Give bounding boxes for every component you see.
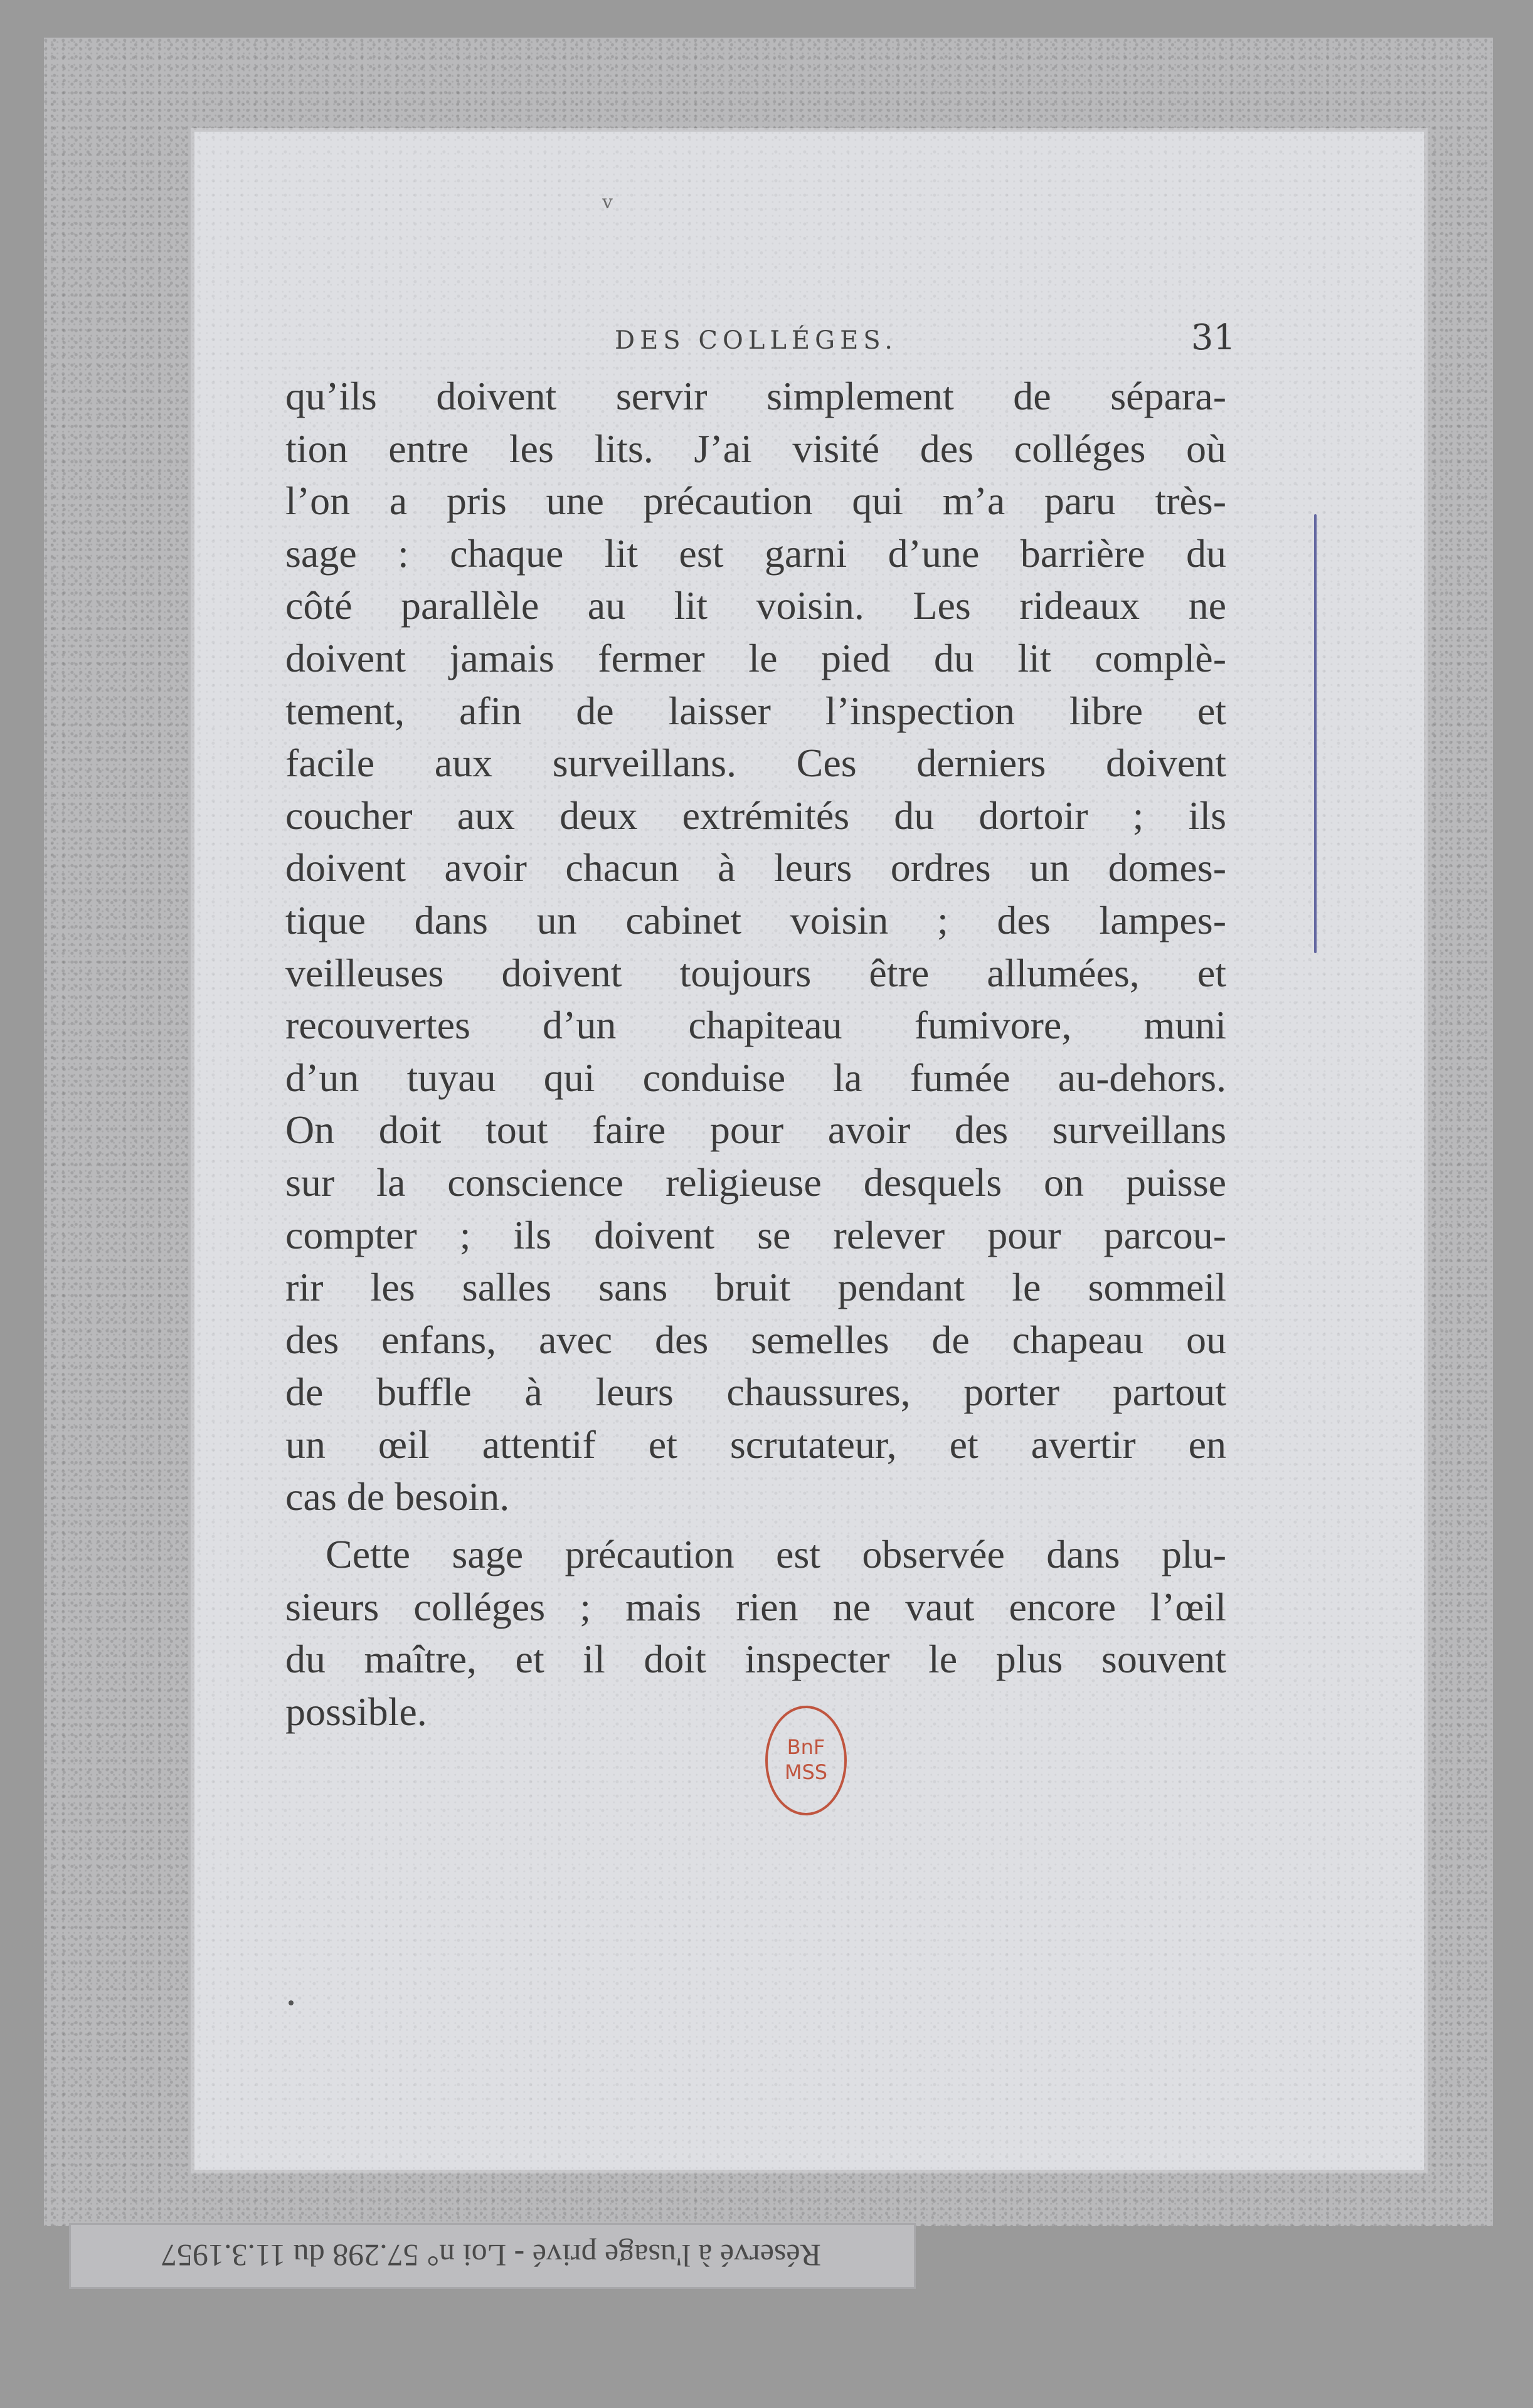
text-line: rir les salles sans bruit pendant le sommeil <box>285 1265 1226 1310</box>
reserved-use-label <box>69 2223 916 2289</box>
text-line: du maître, et il doit inspecter le plus souvent <box>285 1637 1226 1682</box>
ink-speck <box>289 2000 294 2005</box>
paragraph-gap <box>285 1523 1226 1528</box>
text-line: tement, afin de laisser l’inspection libre et <box>285 688 1226 733</box>
text-line: qu’ils doivent servir simplement de sépara- <box>285 374 1226 418</box>
text-line: veilleuses doivent toujours être allumées, et <box>285 950 1226 995</box>
text-line: compter ; ils doivent se relever pour parcou- <box>285 1212 1226 1257</box>
text-line: Cette sage précaution est observée dans plu- <box>326 1532 1226 1577</box>
text-line: des enfans, avec des semelles de chapeau ou <box>285 1317 1226 1362</box>
text-line: sage : chaque lit est garni d’une barrière du <box>285 531 1226 576</box>
text-line: un œil attentif et scrutateur, et avertir en <box>285 1422 1226 1467</box>
stamp-line-1: BnF <box>787 1735 825 1759</box>
text-line: facile aux surveillans. Ces derniers doivent <box>285 741 1226 786</box>
margin-pen-mark <box>1314 514 1317 953</box>
text-line: sieurs colléges ; mais rien ne vaut encore l’œil <box>285 1584 1226 1629</box>
text-line: recouvertes d’un chapiteau fumivore, muni <box>285 1003 1226 1048</box>
body-text <box>285 370 1226 1738</box>
running-title: DES COLLÉGES. <box>615 326 898 355</box>
folio-mark: v <box>602 191 613 213</box>
text-line: côté parallèle au lit voisin. Les rideaux ne <box>285 583 1226 628</box>
text-line: coucher aux deux extrémités du dortoir ; ils <box>285 793 1226 838</box>
text-line: tion entre les lits. J’ai visité des colléges où <box>285 426 1226 471</box>
library-stamp <box>765 1706 847 1815</box>
text-line: possible. <box>285 1689 427 1734</box>
scan-board <box>44 38 1493 2226</box>
text-line: l’on a pris une précaution qui m’a paru très- <box>285 478 1226 524</box>
text-line: tique dans un cabinet voisin ; des lampes- <box>285 897 1226 943</box>
text-line: de buffle à leurs chaussures, porter partout <box>285 1370 1226 1415</box>
page-number: 31 <box>1191 317 1236 358</box>
text-line: cas de besoin. <box>285 1474 510 1519</box>
text-line: sur la conscience religieuse desquels on puisse <box>285 1159 1226 1205</box>
text-line: doivent avoir chacun à leurs ordres un domes- <box>285 845 1226 890</box>
text-line: doivent jamais fermer le pied du lit complè- <box>285 635 1226 680</box>
stamp-line-2: MSS <box>784 1760 828 1784</box>
running-head <box>282 317 1236 370</box>
text-line: d’un tuyau qui conduise la fumée au-dehors. <box>285 1055 1226 1100</box>
reserved-use-text: Réservé à l'usage privé - Loi n° 57.298 du 11.3.1957 <box>161 2238 821 2273</box>
text-line: On doit tout faire pour avoir des surveillans <box>285 1107 1226 1153</box>
book-page <box>194 132 1424 2170</box>
